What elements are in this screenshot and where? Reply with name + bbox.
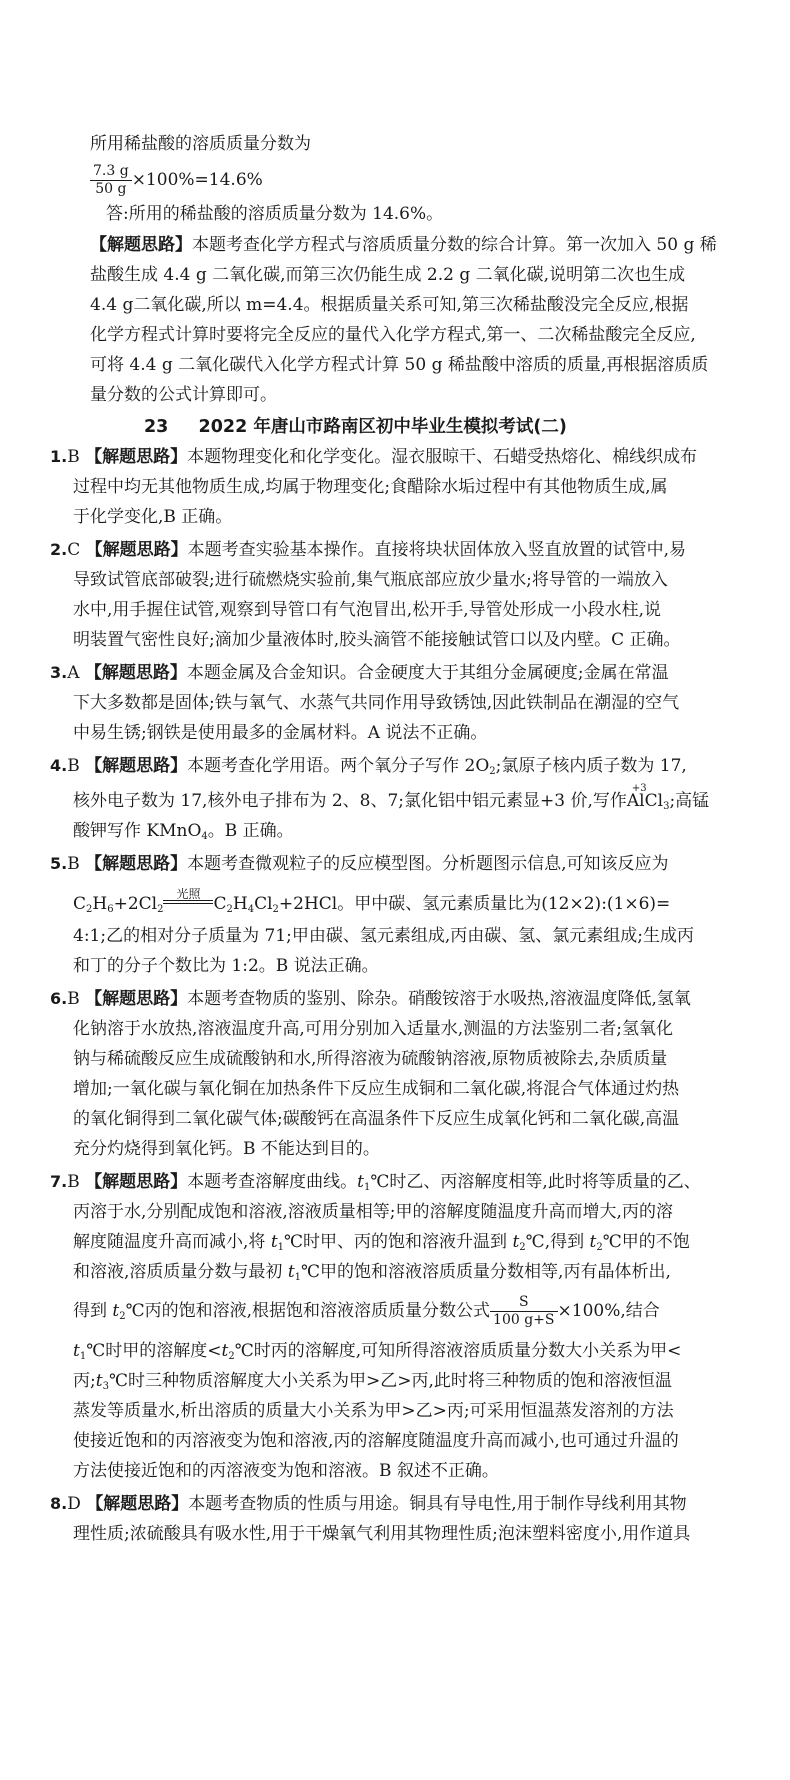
q4-text-2-tail: ;高锰 [669,791,710,811]
q7-t-7-sub: 1 [79,1351,87,1362]
prev-answer: 答:所用的稀盐酸的溶质质量分数为 14.6%。 [106,204,444,224]
q1-answer: B [67,447,80,467]
prev-line-1: 所用稀盐酸的溶质质量分数为 [90,134,311,154]
q5-eq-p3: Cl [254,894,273,914]
q7-line-4 [73,1261,671,1289]
q4-cl-symbol: Cl [644,791,664,811]
q5-line-3: 4:1;乙的相对分子质量为 71;甲由碳、氢元素组成,丙由碳、氢、氯元素组成;生成丙 [73,926,694,946]
q6-answer: B [67,989,80,1009]
q7-text-1a: 本题考查溶解度曲线。 [187,1172,358,1192]
q7-text-4a: 和溶液,溶质质量分数与最初 [73,1262,288,1282]
q7-text-5a: 得到 [73,1301,113,1321]
q7-line-7 [73,1370,672,1398]
q5-reaction-arrow [163,887,213,909]
q4-text-3-tail: 。B 正确。 [207,821,294,841]
q7-t-2-sub: 1 [277,1242,285,1253]
q5-eq-p3-sub: 2 [272,904,279,915]
q7-fraction-numerator: S [490,1294,557,1312]
q7-text-6a: ℃时甲的溶解度< [86,1341,222,1361]
q4-text-1: 本题考查化学用语。两个氧分子写作 2O [187,756,490,776]
q7-t-9: t [95,1371,103,1391]
q6-line-1 [50,988,691,1010]
q3-number: 3. [50,663,68,682]
q6-number: 6. [50,989,68,1008]
prev-fraction [90,163,132,198]
q6-line-2: 化钠溶于水放热,溶液温度升高,可用分别加入适量水,测温的方法鉴别二者;氢氧化 [73,1019,673,1039]
q7-text-5b: ℃丙的饱和溶液,根据饱和溶液溶质质量分数公式 [125,1301,491,1321]
q5-eq-h: H [92,894,108,914]
q7-number: 7. [50,1172,68,1191]
q6-text-1: 本题考查物质的鉴别、除杂。硝酸铵溶于水吸热,溶液温度降低,氢氧 [187,989,691,1009]
q4-text-3: 酸钾写作 KMnO [73,821,202,841]
q1-line-2: 过程中均无其他物质生成,均属于物理变化;食醋除水垢过程中有其他物质生成,属 [73,477,668,497]
q8-tag: 【解题思路】 [86,1494,189,1514]
q7-t-8-sub: 2 [228,1351,235,1362]
q2-line-4: 明装置气密性良好;滴加少量液体时,胶头滴管不能接触试管口以及内壁。C 正确。 [73,630,681,650]
q4-kmno4-subscript: 4 [201,831,208,842]
q7-t-6-sub: 2 [119,1311,126,1322]
q4-text-2: 核外电子数为 17,核外电子排布为 2、8、7;氯化铝中铝元素显+3 价,写作 [73,791,627,811]
q4-answer: B [67,756,80,776]
q3-line-3: 中易生锈;钢铁是使用最多的金属材料。A 说法不正确。 [73,723,488,743]
q1-number: 1. [50,447,68,466]
q5-eq-p2: H [232,894,248,914]
q7-answer: B [67,1172,80,1192]
q7-tag: 【解题思路】 [85,1172,188,1192]
q4-cl3-subscript: 3 [663,801,670,812]
q7-t-8: t [221,1341,229,1361]
q7-text-3c: ℃,得到 [525,1232,590,1252]
prev-analysis-line-4: 化学方程式计算时要将完全反应的量代入化学方程式,第一、二次稀盐酸完全反应, [90,325,696,345]
q7-t-3: t [512,1232,520,1252]
q5-equation-line [73,887,671,921]
q5-eq-p1-sub: 2 [226,904,233,915]
q4-tag: 【解题思路】 [85,756,188,776]
q3-answer: A [67,663,80,683]
q2-line-3: 水中,用手握住试管,观察到导管口有气泡冒出,松开手,导管处形成一小段水柱,说 [73,600,662,620]
q7-text-3d: ℃甲的不饱 [602,1232,690,1252]
q3-tag: 【解题思路】 [84,663,187,683]
q8-line-2: 理性质;浓硫酸具有吸水性,用于干燥氧气利用其物理性质;泡沫塑料密度小,用作道具 [73,1524,691,1544]
q6-line-4: 增加;一氧化碳与氧化铜在加热条件下反应生成铜和二氧化碳,将混合气体通过灼热 [73,1079,680,1099]
q7-text-1b: ℃时乙、丙溶解度相等,此时将等质量的乙、 [370,1172,701,1192]
q7-fraction [490,1294,557,1329]
prev-formula [90,162,263,198]
q8-text-1: 本题考查物质的性质与用途。铜具有导电性,用于制作导线利用其物 [188,1494,687,1514]
q7-t-4-sub: 2 [596,1242,603,1253]
q1-line-3: 于化学变化,B 正确。 [73,507,233,527]
q2-tag: 【解题思路】 [85,540,188,560]
q5-answer: B [67,854,80,874]
q7-line-5 [73,1292,660,1336]
q1-tag: 【解题思路】 [85,447,188,467]
q5-eq-h-sub: 6 [107,904,114,915]
q7-line-10: 方法使接近饱和的丙溶液变为饱和溶液。B 叙述不正确。 [73,1461,499,1481]
q1-line-1 [50,446,697,468]
q4-o2-subscript: 2 [489,766,496,777]
prev-analysis-line-3: 4.4 g二氧化碳,所以 m=4.4。根据质量关系可知,第三次稀盐酸没完全反应,根据 [90,295,689,315]
prev-analysis-text-1: 本题考查化学方程式与溶质质量分数的综合计算。第一次加入 50 g 稀 [192,235,717,255]
q7-t-5-sub: 1 [294,1272,302,1283]
q7-t-7: t [73,1341,80,1361]
q7-fraction-denominator: 100 g+S [493,1312,555,1328]
q7-line-6 [73,1340,681,1368]
q1-text-1: 本题物理变化和化学变化。湿衣服晾干、石蜡受热熔化、棉线织成布 [187,447,698,467]
q5-eq-c: C [73,894,87,914]
q7-t-1-sub: 1 [363,1182,371,1193]
q7-text-7a: 丙; [73,1371,96,1391]
q5-reaction-condition: 光照 [176,887,201,901]
q7-line-8: 蒸发等质量水,析出溶质的质量大小关系为甲>乙>丙;可采用恒温蒸发溶剂的方法 [73,1401,674,1421]
q4-al-symbol: Al [626,791,645,811]
prev-analysis-line-2: 盐酸生成 4.4 g 二氧化碳,而第三次仍能生成 2.2 g 二氧化碳,说明第二次也生成 [90,265,686,285]
q7-text-6b: ℃时丙的溶解度,可知所得溶液溶质质量分数大小关系为甲< [234,1341,682,1361]
q4-line-2 [73,783,710,818]
q7-line-1 [50,1171,701,1199]
section-title-text: 2022 年唐山市路南区初中毕业生模拟考试(二) [198,417,567,437]
prev-analysis-line-6: 量分数的公式计算即可。 [90,385,277,405]
q3-line-1 [50,662,669,684]
section-title [144,416,567,438]
q7-text-3b: ℃时甲、丙的饱和溶液升温到 [284,1232,513,1252]
q8-number: 8. [50,1494,68,1513]
q4-text-1-tail: ;氯原子核内质子数为 17, [495,756,687,776]
q7-text-7b: ℃时三种物质溶解度大小关系为甲>乙>丙,此时将三种物质的饱和溶液恒温 [108,1371,672,1391]
q4-alcl3-formula [626,783,647,812]
q5-line-1 [50,853,669,875]
q7-line-3 [73,1231,690,1259]
q5-line-4: 和丁的分子个数比为 1:2。B 说法正确。 [73,956,379,976]
prev-analysis-line-1 [90,234,717,256]
q2-number: 2. [50,540,68,559]
q6-line-6: 充分灼烧得到氧化钙。B 不能达到目的。 [73,1139,380,1159]
q3-line-2: 下大多数都是固体;铁与氧气、水蒸气共同作用导致锈蚀,因此铁制品在潮湿的空气 [73,693,680,713]
q5-number: 5. [50,854,68,873]
q7-t-9-sub: 3 [102,1381,109,1392]
q4-line-3 [73,820,294,848]
q4-valence: +3 [631,783,647,794]
prev-fraction-numerator: 7.3 g [90,163,132,181]
q7-text-4b: ℃甲的饱和溶液溶质质量分数相等,丙有晶体析出, [301,1262,671,1282]
q7-line-9: 使接近饱和的丙溶液变为饱和溶液,丙的溶解度随温度升高而减小,也可通过升温的 [73,1431,679,1451]
q7-t-1: t [357,1172,364,1192]
q8-line-1 [50,1493,687,1515]
q7-t-5: t [287,1262,295,1282]
q3-text-1: 本题金属及合金知识。合金硬度大于其组分金属硬度;金属在常温 [186,663,669,683]
q5-eq-tail: +2HCl。甲中碳、氢元素质量比为(12×2):(1×6)= [278,894,671,914]
prev-analysis-tag: 【解题思路】 [90,235,192,255]
prev-analysis-line-5: 可将 4.4 g 二氧化碳代入化学方程式计算 50 g 稀盐酸中溶质的质量,再根据溶质质 [90,355,709,375]
q6-tag: 【解题思路】 [85,989,188,1009]
prev-fraction-denominator: 50 g [95,181,127,197]
q7-text-5c: ×100%,结合 [557,1301,660,1321]
q7-t-6: t [112,1301,120,1321]
q5-eq-c-sub: 2 [86,904,93,915]
q7-text-3a: 解度随温度升高而减小,将 [73,1232,271,1252]
q8-answer: D [67,1494,81,1514]
q2-text-1: 本题考查实验基本操作。直接将块状固体放入竖直放置的试管中,易 [187,540,687,560]
q5-eq-p2-sub: 4 [247,904,255,915]
q5-text-1: 本题考查微观粒子的反应模型图。分析题图示信息,可知该反应为 [187,854,669,874]
q4-number: 4. [50,756,68,775]
q2-line-1 [50,539,686,561]
q4-line-1 [50,755,687,783]
q2-answer: C [67,540,81,560]
section-number: 23 [144,417,169,437]
q5-eq-cl2: +2Cl [113,894,158,914]
q5-eq-cl2-sub: 2 [157,904,164,915]
q7-t-4: t [589,1232,597,1252]
q2-line-2: 导致试管底部破裂;进行硫燃烧实验前,集气瓶底部应放少量水;将导管的一端放入 [73,570,668,590]
q7-t-2: t [270,1232,278,1252]
q7-t-3-sub: 2 [519,1242,526,1253]
q7-line-2: 丙溶于水,分别配成饱和溶液,溶液质量相等;甲的溶解度随温度升高而增大,丙的溶 [73,1202,673,1222]
q5-eq-p1: C [213,894,227,914]
q6-line-5: 的氧化铜得到二氧化碳气体;碳酸钙在高温条件下反应生成氧化钙和二氧化碳,高温 [73,1109,680,1129]
prev-formula-tail: ×100%=14.6% [131,170,263,190]
q6-line-3: 钠与稀硫酸反应生成硫酸钠和水,所得溶液为硫酸钠溶液,原物质被除去,杂质质量 [73,1049,668,1069]
q5-tag: 【解题思路】 [85,854,188,874]
